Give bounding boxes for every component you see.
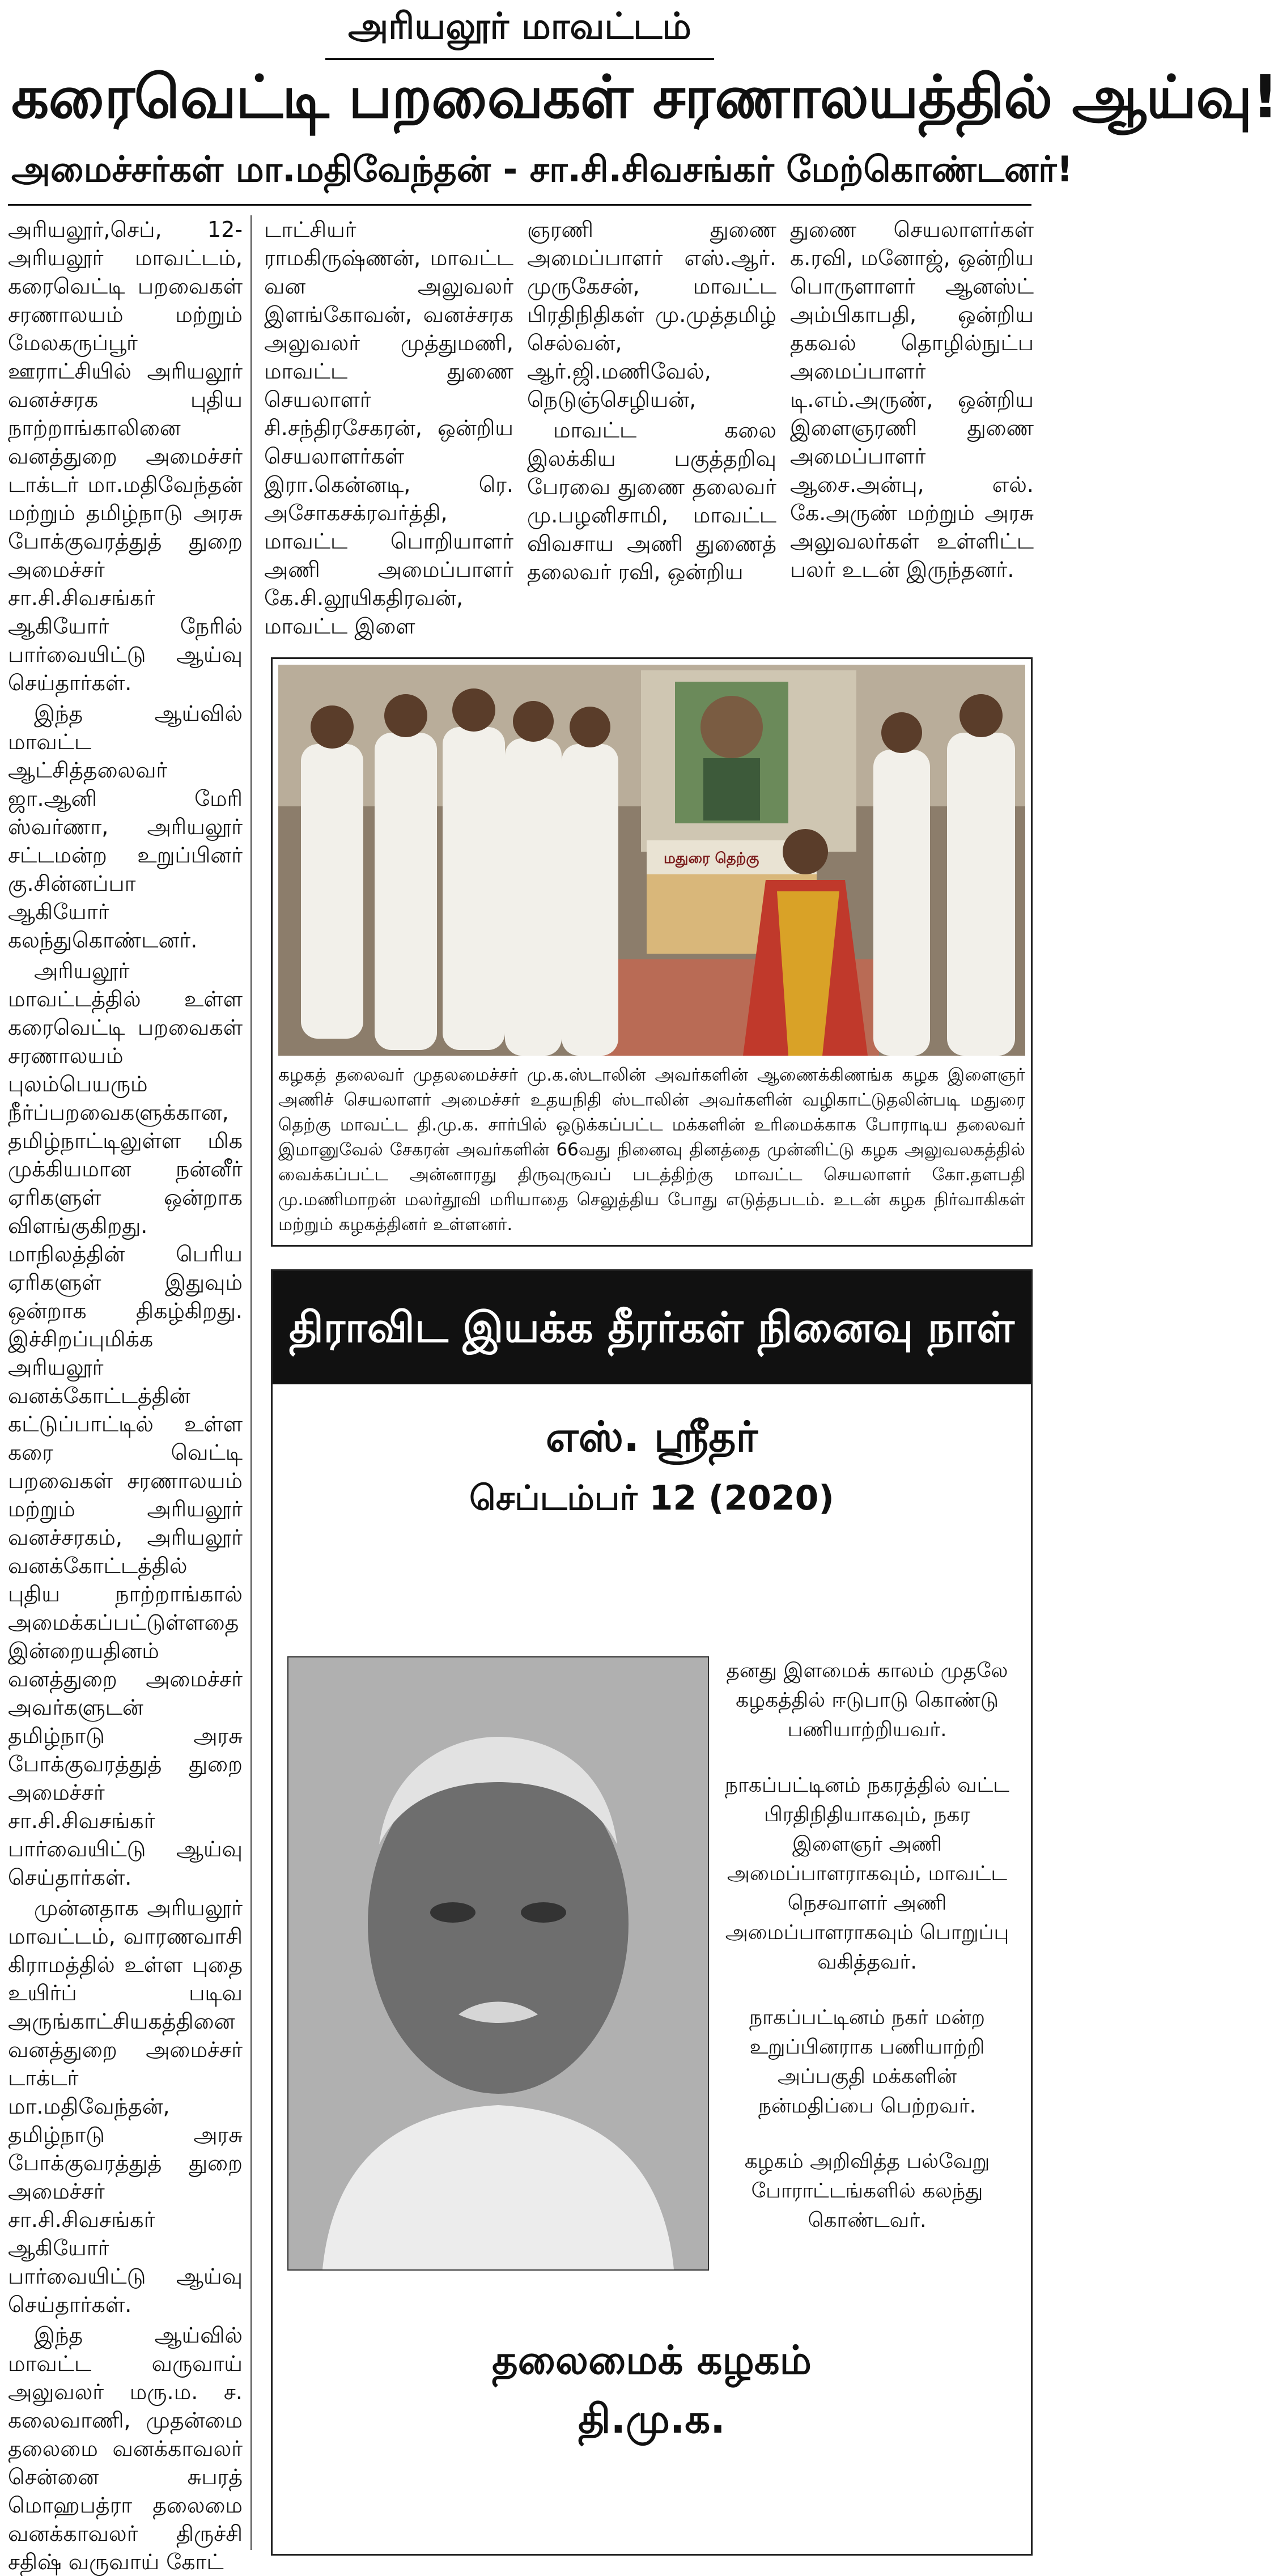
kicker-text: அரியலூர் மாவட்டம் <box>325 3 714 60</box>
article-paragraph: இந்த ஆய்வில் மாவட்ட ஆட்சித்தலைவர் ஜா.ஆனி மேரி ஸ்வர்ணா, அரியலூர் சட்டமன்ற உறுப்பினர் கு.சின்னப்பா ஆகியோர் கலந்துகொண்டனர். <box>8 701 243 953</box>
article-paragraph: துணை செயலாளர்கள் க.ரவி, மனோஜ், ஒன்றிய பொருளாளர் ஆனஸ்ட் அம்பிகாபதி, ஒன்றிய தகவல் தொழில்நுட்ப அமைப்பாளர் டி.எம்.அருண், ஒன்றிய இளைஞரணி துணை அமைப்பாளர் ஆசை.அன்பு, எல். கே.அருண் மற்றும் அரசு அலுவலர்கள் உள்ளிட்ட பலர் உடன் இருந்தனர். <box>790 217 1034 582</box>
headline: கரைவெட்டி பறவைகள் சரணாலயத்தில் ஆய்வு! <box>11 62 1278 131</box>
header-divider <box>8 204 1031 206</box>
news-photo-illustration <box>278 665 1025 1056</box>
memorial-notice <box>271 1269 1033 2556</box>
photo-caption: கழகத் தலைவர் முதலமைச்சர் மு.க.ஸ்டாலின் அவர்களின் ஆணைக்கிணங்க கழக இளைஞர் அணிச் செயலாளர் அமைச்சர் உதயநிதி ஸ்டாலின் அவர்களின் வழிகாட்டுதலின்படி மதுரை தெற்கு மாவட்ட தி.மு.க. சார்பில் ஒடுக்கப்பட்ட மக்களின் உரிமைக்காக போராடிய தலைவர் இமானுவேல் சேகரன் அவர்களின் 66வது நினைவு தினத்தை முன்னிட்டு கழக அலுவலகத்தில் வைக்கப்பட்ட அன்னாரது திருவுருவப் படத்திற்கு மாவட்ட செயலாளர் கோ.தளபதி மு.மணிமாறன் மலர்தூவி மரியாதை செலுத்திய போது எடுத்தபடம். உடன் கழக நிர்வாகிகள் மற்றும் கழகத்தினர் உள்ளனர். <box>278 1065 1025 1235</box>
subheadline: அமைச்சர்கள் மா.மதிவேந்தன் - சா.சி.சிவசங்கர் மேற்கொண்டனர்! <box>11 148 1073 190</box>
article-paragraph: முன்னதாக அரியலூர் மாவட்டம், வாரணவாசி கிராமத்தில் உள்ள புதை உயிர்ப் படிவ அருங்காட்சியகத்தினை வனத்துறை அமைச்சர் டாக்டர் மா.மதிவேந்தன், தமிழ்நாடு அரசு போக்குவரத்துத் துறை அமைச்சர் சா.சி.சிவசங்கர் ஆகியோர் பார்வையிட்டு ஆய்வு செய்தார்கள். <box>8 1895 243 2317</box>
memorial-text <box>718 1656 1016 2262</box>
memorial-paragraph: கழகம் அறிவித்த பல்வேறு போராட்டங்களில் கலந்து கொண்டவர். <box>744 2150 990 2232</box>
article-column-1 <box>8 215 252 2574</box>
article-column-3 <box>527 215 776 640</box>
memorial-paragraph: நாகப்பட்டினம் நகரத்தில் வட்ட பிரதிநிதியாகவும், நகர இளைஞர் அணி அமைப்பாளராகவும், மாவட்ட நெசவாளர் அணி அமைப்பாளராகவும் பொறுப்பு வகித்தவர். <box>725 1774 1009 1974</box>
portrait-illustration <box>288 1657 708 2269</box>
article-paragraph: அரியலூர் மாவட்டத்தில் உள்ள கரைவெட்டி பறவைகள் சரணாலயம் புலம்பெயரும் நீர்ப்பறவைகளுக்கான, தமிழ்நாட்டிலுள்ள மிக முக்கியமான நன்னீர் ஏரிகளுள் ஒன்றாக விளங்குகிறது. மாநிலத்தின் பெரிய ஏரிகளுள் இதுவும் ஒன்றாக திகழ்கிறது. இச்சிறப்புமிக்க அரியலூர் வனக்கோட்டத்தின் கட்டுப்பாட்டில் உள்ள கரை வெட்டி பறவைகள் சரணாலயம் மற்றும் அரியலூர் வனச்சரகம், அரியலூர் வனக்கோட்டத்தில் புதிய நாற்றாங்கால் அமைக்கப்பட்டுள்ளதை இன்றையதினம் வனத்துறை அமைச்சர் அவர்களுடன் தமிழ்நாடு அரசு போக்குவரத்துத் துறை அமைச்சர் சா.சி.சிவசங்கர் பார்வையிட்டு ஆய்வு செய்தார்கள். <box>8 958 243 1890</box>
article-paragraph: அரியலூர்,செப், 12- அரியலூர் மாவட்டம், கரைவெட்டி பறவைகள் சரணாலயம் மற்றும் மேலகருப்பூர் ஊராட்சியில் அரியலூர் வனச்சரக புதிய நாற்றாங்காலினை வனத்துறை அமைச்சர் டாக்டர் மா.மதிவேந்தன் மற்றும் தமிழ்நாடு அரசு போக்குவரத்துத் துறை அமைச்சர் சா.சி.சிவசங்கர் ஆகியோர் நேரில் பார்வையிட்டு ஆய்வு செய்தார்கள். <box>8 217 243 695</box>
poster-text: மதுரை தெற்கு <box>664 850 759 867</box>
memorial-signature <box>273 2331 1031 2449</box>
signature-line-2: தி.மு.க. <box>578 2396 725 2442</box>
memorial-body <box>287 1656 1016 2280</box>
memorial-portrait <box>287 1656 709 2271</box>
article-column-2 <box>264 215 513 640</box>
article-paragraph: ஞரணி துணை அமைப்பாளர் எஸ்.ஆர். முருகேசன், மாவட்ட பிரதிநிதிகள் மு.முத்தமிழ் செல்வன், ஆர்.ஜி.மணிவேல், நெடுஞ்செழியன், <box>527 217 776 412</box>
memorial-paragraph: தனது இளமைக் காலம் முதலே கழகத்தில் ஈடுபாடு கொண்டு பணியாற்றியவர். <box>726 1659 1008 1741</box>
kicker <box>0 3 1039 60</box>
memorial-heading: திராவிட இயக்க தீரர்கள் நினைவு நாள் <box>273 1271 1031 1384</box>
memorial-paragraph: நாகப்பட்டினம் நகர் மன்ற உறுப்பினராக பணியாற்றி அப்பகுதி மக்களின் நன்மதிப்பை பெற்றவர். <box>749 2006 985 2118</box>
article-paragraph: மாவட்ட கலை இலக்கிய பகுத்தறிவு பேரவை துணை தலைவர் மு.பழனிசாமி, மாவட்ட விவசாய அணி துணைத் தலைவர் ரவி, ஒன்றிய <box>527 418 776 584</box>
news-photo-box <box>271 657 1033 1247</box>
article-column-4 <box>790 215 1034 640</box>
news-photo <box>278 665 1025 1056</box>
article-paragraph: இந்த ஆய்வில் மாவட்ட வருவாய் அலுவலர் மரு.ம. ச. கலைவாணி, முதன்மை தலைமை வனக்காவலர் சென்னை சுபரத் மொஹபத்ரா தலைமை வனக்காவலர் திருச்சி சதிஷ் வருவாய் கோட் <box>8 2323 243 2574</box>
memorial-date: செப்டம்பர் 12 (2020) <box>469 1478 834 1518</box>
signature-line-1: தலைமைக் கழகம் <box>492 2337 812 2383</box>
memorial-name: எஸ். ஸ்ரீதர் <box>545 1413 758 1461</box>
article-paragraph: டாட்சியர் ராமகிருஷ்ணன், மாவட்ட வன அலுவலர் இளங்கோவன், வனச்சரக அலுவலர் முத்துமணி, மாவட்ட துணை செயலாளர் சி.சந்திரசேகரன், ஒன்றிய செயலாளர்கள் இரா.கென்னடி, ரெ. அசோகசக்ரவர்த்தி, மாவட்ட பொறியாளர் அணி அமைப்பாளர் கே.சி.லூயிகதிரவன், மாவட்ட இளை <box>264 217 513 639</box>
